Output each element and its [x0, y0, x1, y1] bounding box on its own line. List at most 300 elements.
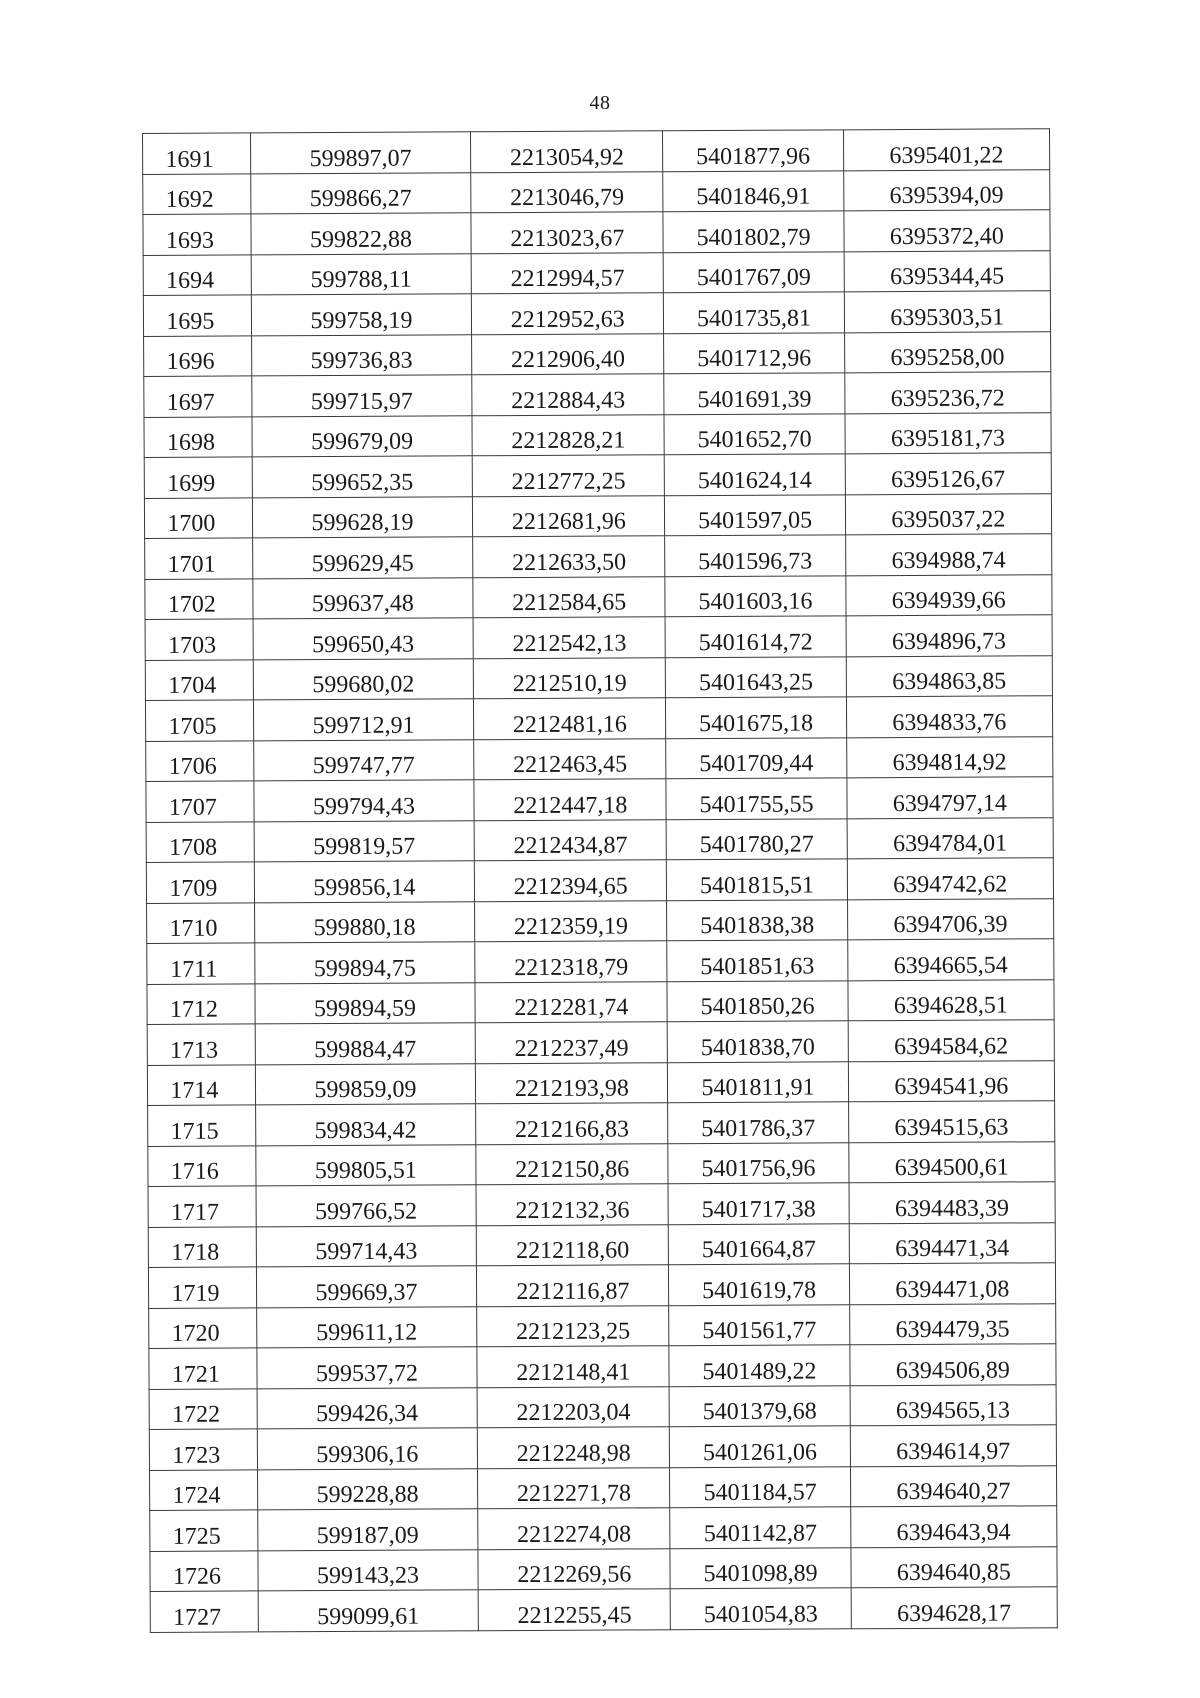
table-row [146, 777, 1053, 822]
cell-text: 1699 [167, 470, 216, 497]
table-row [147, 1020, 1054, 1065]
point-number-cell [148, 1145, 256, 1186]
coordinate-x1-cell [250, 172, 471, 214]
coordinate-y2-cell [849, 1303, 1056, 1345]
coordinate-x2-cell [666, 737, 846, 778]
coordinate-x2-cell [665, 494, 845, 535]
coordinate-y1-cell [474, 698, 666, 740]
coordinate-x2-cell [668, 1021, 848, 1062]
coordinate-y1-cell [472, 293, 664, 335]
coordinate-x2-cell [665, 454, 845, 495]
cell-text: 6395258,00 [890, 344, 1005, 372]
coordinate-x2-cell [663, 130, 843, 171]
coordinate-x2-cell [668, 1142, 848, 1183]
cell-text: 599758,19 [310, 307, 413, 334]
cell-text: 599650,43 [312, 631, 415, 658]
cell-text: 6394584,62 [894, 1032, 1009, 1060]
cell-text: 2212447,18 [513, 791, 628, 819]
coordinate-x1-cell [251, 253, 472, 295]
point-number-cell [149, 1307, 257, 1348]
coordinate-x2-cell [667, 980, 847, 1021]
coordinate-y1-cell [472, 455, 664, 497]
coordinate-y1-cell [477, 1386, 669, 1428]
cell-text: 5401489,22 [702, 1357, 817, 1385]
coordinate-y2-cell [843, 129, 1050, 171]
cell-text: 599805,51 [314, 1157, 417, 1185]
coordinate-y1-cell [476, 1143, 668, 1185]
cell-text: 5401735,81 [696, 304, 812, 332]
cell-text: 1721 [171, 1361, 220, 1388]
coordinate-y1-cell [478, 1508, 670, 1550]
coordinate-y1-cell [477, 1346, 669, 1388]
cell-text: 599715,97 [310, 388, 413, 415]
cell-text: 2212193,98 [514, 1075, 629, 1103]
cell-text: 1695 [166, 308, 215, 335]
cell-text: 2212123,25 [515, 1318, 631, 1346]
cell-text: 1705 [168, 713, 217, 740]
cell-text: 5401643,25 [698, 669, 813, 697]
coordinate-y2-cell [850, 1506, 1057, 1548]
point-number-cell [150, 1469, 258, 1510]
cell-text: 2212318,79 [514, 953, 629, 981]
coordinate-x1-cell [256, 1306, 477, 1348]
coordinate-x2-cell [667, 818, 847, 859]
coordinate-y1-cell [471, 252, 663, 294]
cell-text: 6394643,94 [896, 1518, 1011, 1546]
coordinate-x2-cell [669, 1345, 849, 1386]
cell-text: 599747,77 [312, 752, 415, 780]
point-number-cell [147, 1064, 255, 1105]
cell-text: 2212772,25 [511, 467, 626, 495]
coordinate-y2-cell [846, 736, 1053, 778]
point-number-cell [147, 943, 255, 984]
coordinate-x1-cell [251, 375, 472, 417]
coordinate-x2-cell [669, 1385, 849, 1426]
cell-text: 599187,09 [316, 1522, 419, 1549]
coordinate-y1-cell [474, 779, 666, 821]
coordinate-x1-cell [251, 294, 472, 336]
cell-text: 1703 [167, 632, 217, 659]
coordinate-x2-cell [670, 1426, 850, 1467]
coordinate-y1-cell [473, 576, 665, 618]
cell-text: 6395344,45 [889, 263, 1005, 291]
cell-text: 6394628,17 [896, 1599, 1012, 1627]
point-number-cell [148, 1226, 256, 1267]
cell-text: 1704 [168, 672, 217, 699]
coordinate-y2-cell [846, 777, 1053, 819]
cell-text: 599228,88 [316, 1481, 419, 1509]
cell-text: 2212237,49 [514, 1034, 629, 1062]
cell-text: 2212269,56 [517, 1561, 632, 1589]
coordinate-y2-cell [844, 291, 1051, 333]
point-number-cell [149, 1388, 257, 1429]
coordinate-x2-cell [665, 535, 845, 576]
cell-text: 6394471,34 [895, 1235, 1010, 1263]
cell-text: 5401780,27 [699, 831, 814, 859]
coordinate-x1-cell [254, 861, 475, 903]
coordinate-x2-cell [669, 1223, 849, 1264]
coordinate-y1-cell [478, 1589, 670, 1631]
point-number-cell [150, 1550, 258, 1591]
cell-text: 5401597,05 [697, 507, 813, 535]
coordinate-x2-cell [667, 859, 847, 900]
cell-text: 5401596,73 [698, 547, 813, 575]
cell-text: 6394784,01 [892, 830, 1008, 858]
cell-text: 6395181,73 [890, 425, 1005, 453]
cell-text: 1722 [171, 1401, 221, 1428]
coordinate-x1-cell [252, 456, 473, 498]
table-row [147, 898, 1054, 943]
coordinate-x1-cell [252, 537, 473, 579]
coordinate-y1-cell [474, 738, 666, 780]
table-body [143, 129, 1058, 1632]
table-row [146, 817, 1053, 862]
cell-text: 599794,43 [312, 793, 416, 820]
table-row [147, 979, 1054, 1024]
coordinate-x1-cell [256, 1266, 477, 1308]
point-number-cell [145, 538, 253, 579]
point-number-cell [143, 295, 251, 336]
cell-text: 2212118,60 [516, 1237, 630, 1265]
coordinate-x2-cell [664, 373, 844, 414]
point-number-cell [148, 1105, 256, 1146]
cell-text: 1710 [169, 915, 218, 942]
point-number-cell [146, 740, 254, 781]
coordinate-x1-cell [254, 820, 475, 862]
cell-text: 5401850,26 [700, 993, 815, 1021]
coordinate-x2-cell [670, 1547, 850, 1588]
point-number-cell [145, 659, 253, 700]
cell-text: 5401756,96 [701, 1155, 816, 1183]
cell-text: 5401786,37 [701, 1114, 816, 1142]
coordinate-x1-cell [254, 780, 475, 822]
coordinate-x2-cell [666, 656, 846, 697]
cell-text: 6394863,85 [892, 668, 1007, 696]
cell-text: 599766,52 [315, 1198, 418, 1225]
coordinate-x2-cell [670, 1507, 850, 1548]
coordinate-y1-cell [476, 1103, 668, 1145]
coordinate-y2-cell [851, 1587, 1058, 1629]
table-row [150, 1546, 1057, 1591]
cell-text: 2212116,87 [516, 1277, 630, 1305]
coordinate-x1-cell [253, 739, 474, 781]
cell-text: 599628,19 [311, 509, 414, 537]
cell-text: 599822,88 [309, 226, 413, 253]
coordinate-y2-cell [849, 1263, 1056, 1305]
coordinate-y2-cell [845, 493, 1052, 535]
coordinate-y2-cell [845, 574, 1052, 616]
cell-text: 1717 [170, 1199, 220, 1226]
cell-text: 6394541,96 [894, 1073, 1009, 1101]
cell-text: 2212584,65 [512, 589, 627, 617]
coordinate-x1-cell [255, 1104, 476, 1146]
coordinate-y1-cell [476, 1224, 668, 1266]
coordinate-y2-cell [843, 169, 1050, 211]
cell-text: 1706 [168, 753, 217, 780]
cell-text: 599788,11 [310, 266, 412, 294]
coordinate-x2-cell [664, 332, 844, 373]
coordinate-y1-cell [475, 941, 667, 983]
coordinate-x1-cell [257, 1428, 478, 1470]
table-row [145, 615, 1052, 660]
cell-text: 599611,12 [316, 1319, 418, 1347]
point-number-cell [143, 173, 251, 214]
coordinate-x2-cell [663, 211, 843, 252]
cell-text: 6394988,74 [891, 546, 1006, 574]
coordinate-y2-cell [850, 1425, 1057, 1467]
cell-text: 599859,09 [314, 1076, 417, 1104]
coordinate-y2-cell [846, 655, 1053, 697]
coordinate-y2-cell [851, 1546, 1058, 1588]
cell-text: 5401603,16 [698, 588, 813, 616]
coordinate-y2-cell [844, 210, 1051, 252]
cell-text: 1696 [166, 348, 215, 375]
coordinate-y2-cell [845, 412, 1052, 454]
coordinate-x2-cell [667, 940, 847, 981]
coordinate-x2-cell [666, 778, 846, 819]
cell-text: 6394665,54 [893, 951, 1008, 979]
cell-text: 599306,16 [316, 1441, 419, 1468]
cell-text: 5401664,87 [701, 1236, 816, 1264]
coordinate-y2-cell [844, 372, 1051, 414]
cell-text: 2212994,57 [510, 265, 625, 293]
cell-text: 599143,23 [316, 1562, 420, 1590]
cell-text: 1724 [172, 1482, 221, 1509]
cell-text: 1694 [166, 267, 215, 294]
cell-text: 599537,72 [315, 1360, 418, 1387]
cell-text: 5401755,55 [699, 790, 814, 818]
coordinate-x2-cell [663, 170, 843, 211]
cell-text: 1702 [167, 591, 216, 618]
cell-text: 2212434,87 [513, 832, 628, 860]
coordinate-y1-cell [472, 333, 664, 375]
table-row [148, 1141, 1055, 1186]
cell-text: 6394814,92 [892, 749, 1007, 777]
coordinate-y1-cell [473, 657, 665, 699]
cell-text: 6394742,62 [893, 870, 1008, 898]
table-row [148, 1101, 1055, 1146]
cell-text: 599897,07 [309, 145, 412, 172]
table-row [144, 453, 1051, 498]
cell-text: 5401838,38 [700, 912, 815, 940]
table-row [150, 1506, 1057, 1551]
coordinate-y2-cell [846, 696, 1053, 738]
cell-text: 1727 [173, 1604, 222, 1631]
table-row [149, 1303, 1056, 1348]
coordinate-x1-cell [253, 577, 474, 619]
point-number-cell [144, 335, 252, 376]
table-row [145, 696, 1052, 741]
table-row [143, 210, 1050, 255]
cell-text: 2212394,65 [513, 872, 628, 900]
coordinate-x1-cell [257, 1468, 478, 1510]
table-row [144, 372, 1051, 417]
cell-text: 6395236,72 [890, 384, 1005, 412]
cell-text: 5401709,44 [699, 750, 814, 778]
table-row [150, 1587, 1057, 1632]
coordinate-y1-cell [471, 131, 663, 173]
table-row [148, 1182, 1055, 1227]
point-number-cell [148, 1267, 256, 1308]
coordinates-table [142, 128, 1058, 1632]
coordinate-y2-cell [848, 1020, 1055, 1062]
point-number-cell [145, 578, 253, 619]
coordinate-x1-cell [254, 942, 475, 984]
coordinate-y2-cell [847, 939, 1054, 981]
table-row [145, 534, 1052, 579]
cell-text: 599856,14 [313, 874, 416, 901]
point-number-cell [148, 1186, 256, 1227]
coordinate-y1-cell [473, 617, 665, 659]
table-row [143, 169, 1050, 214]
table-row [150, 1465, 1057, 1510]
coordinate-y1-cell [475, 900, 667, 942]
cell-text: 1718 [171, 1239, 220, 1266]
cell-text: 6394483,39 [894, 1194, 1010, 1222]
coordinate-x1-cell [257, 1347, 478, 1389]
cell-text: 599884,47 [314, 1036, 417, 1063]
coordinate-y1-cell [477, 1427, 669, 1469]
coordinate-x1-cell [253, 699, 474, 741]
cell-text: 5401846,91 [696, 183, 811, 211]
coordinate-y1-cell [477, 1305, 669, 1347]
point-number-cell [144, 416, 252, 457]
table-row [148, 1263, 1055, 1308]
cell-text: 6394833,76 [892, 708, 1007, 736]
coordinate-x1-cell [255, 982, 476, 1024]
point-number-cell [147, 983, 255, 1024]
cell-text: 6395372,40 [889, 222, 1004, 250]
cell-text: 599652,35 [311, 469, 414, 496]
cell-text: 599099,61 [317, 1603, 420, 1630]
cell-text: 5401802,79 [696, 224, 811, 251]
coordinate-x2-cell [668, 1102, 848, 1143]
cell-text: 5401877,96 [696, 143, 811, 170]
point-number-cell [145, 700, 253, 741]
cell-text: 599894,75 [313, 955, 416, 982]
point-number-cell [146, 781, 254, 822]
point-number-cell [144, 497, 252, 538]
cell-text: 1708 [169, 834, 218, 861]
point-number-cell [147, 1024, 255, 1065]
cell-text: 6394797,14 [892, 789, 1007, 817]
table-row [147, 1060, 1054, 1105]
cell-text: 5401815,51 [699, 871, 815, 899]
coordinate-y1-cell [472, 374, 664, 416]
coordinate-x1-cell [252, 415, 473, 457]
cell-text: 5401675,18 [699, 709, 814, 737]
coordinate-x1-cell [258, 1549, 479, 1591]
coordinate-x1-cell [252, 496, 473, 538]
table-row [149, 1384, 1056, 1429]
coordinate-y2-cell [849, 1344, 1056, 1386]
table-row [145, 574, 1052, 619]
coordinate-x1-cell [250, 132, 471, 174]
coordinate-x1-cell [257, 1509, 478, 1551]
coordinate-x2-cell [666, 697, 846, 738]
cell-text: 5401561,77 [702, 1317, 817, 1345]
coordinate-y2-cell [849, 1222, 1056, 1264]
coordinate-x2-cell [670, 1466, 850, 1507]
cell-text: 6394640,85 [896, 1559, 1011, 1587]
point-number-cell [143, 214, 251, 255]
coordinate-y2-cell [844, 250, 1051, 292]
coordinate-y1-cell [473, 495, 665, 537]
cell-text: 599880,18 [313, 914, 416, 942]
cell-text: 1692 [165, 186, 214, 213]
point-number-cell [147, 902, 255, 943]
cell-text: 6395303,51 [890, 303, 1005, 331]
cell-text: 5401652,70 [697, 426, 812, 454]
point-number-cell [146, 821, 254, 862]
coordinate-x2-cell [664, 413, 844, 454]
cell-text: 5401691,39 [697, 385, 812, 413]
coordinate-x1-cell [251, 213, 472, 255]
cell-text: 2212132,36 [515, 1196, 630, 1224]
table-row [146, 736, 1053, 781]
coordinate-y2-cell [848, 979, 1055, 1021]
cell-text: 1726 [172, 1563, 221, 1590]
cell-text: 1698 [166, 429, 216, 456]
cell-text: 2212274,08 [517, 1520, 632, 1548]
coordinate-y1-cell [475, 1022, 667, 1064]
cell-text: 1701 [167, 551, 216, 578]
table-row [144, 331, 1051, 376]
cell-text: 1707 [168, 794, 217, 821]
point-number-cell [144, 457, 252, 498]
cell-text: 5401767,09 [696, 264, 811, 292]
cell-text: 5401811,91 [701, 1074, 815, 1102]
cell-text: 6395126,67 [891, 465, 1006, 493]
coordinate-y2-cell [850, 1384, 1057, 1426]
coordinate-y1-cell [473, 536, 665, 578]
point-number-cell [150, 1510, 258, 1551]
page-number: 48 [589, 92, 611, 114]
coordinate-x1-cell [256, 1185, 477, 1227]
cell-text: 2212828,21 [511, 427, 626, 455]
cell-text: 5401614,72 [698, 628, 813, 656]
cell-text: 599637,48 [311, 590, 414, 618]
cell-text: 5401717,38 [701, 1195, 816, 1223]
cell-text: 599714,43 [315, 1238, 418, 1266]
cell-text: 1713 [170, 1037, 219, 1064]
cell-text: 2212952,63 [510, 305, 625, 333]
cell-text: 6394479,35 [895, 1316, 1010, 1344]
coordinate-x2-cell [665, 616, 845, 657]
point-number-cell [143, 133, 251, 174]
cell-text: 2212906,40 [510, 346, 626, 374]
cell-text: 2212633,50 [511, 548, 627, 576]
coordinate-y1-cell [474, 860, 666, 902]
cell-text: 2212281,74 [514, 994, 629, 1022]
cell-text: 599866,27 [309, 185, 412, 213]
coordinate-y1-cell [476, 1184, 668, 1226]
cell-text: 2212255,45 [517, 1601, 632, 1629]
coordinate-y2-cell [847, 817, 1054, 859]
cell-text: 1715 [170, 1118, 219, 1145]
cell-text: 2212542,13 [512, 629, 627, 657]
cell-text: 5401184,57 [703, 1479, 817, 1507]
table-row [147, 939, 1054, 984]
cell-text: 1711 [170, 956, 218, 983]
cell-text: 6394614,97 [896, 1437, 1011, 1465]
coordinate-x1-cell [256, 1225, 477, 1267]
cell-text: 5401624,14 [697, 466, 812, 494]
coordinate-y1-cell [472, 414, 664, 456]
point-number-cell [143, 254, 251, 295]
cell-text: 599712,91 [312, 712, 415, 739]
cell-text: 599680,02 [312, 671, 415, 699]
